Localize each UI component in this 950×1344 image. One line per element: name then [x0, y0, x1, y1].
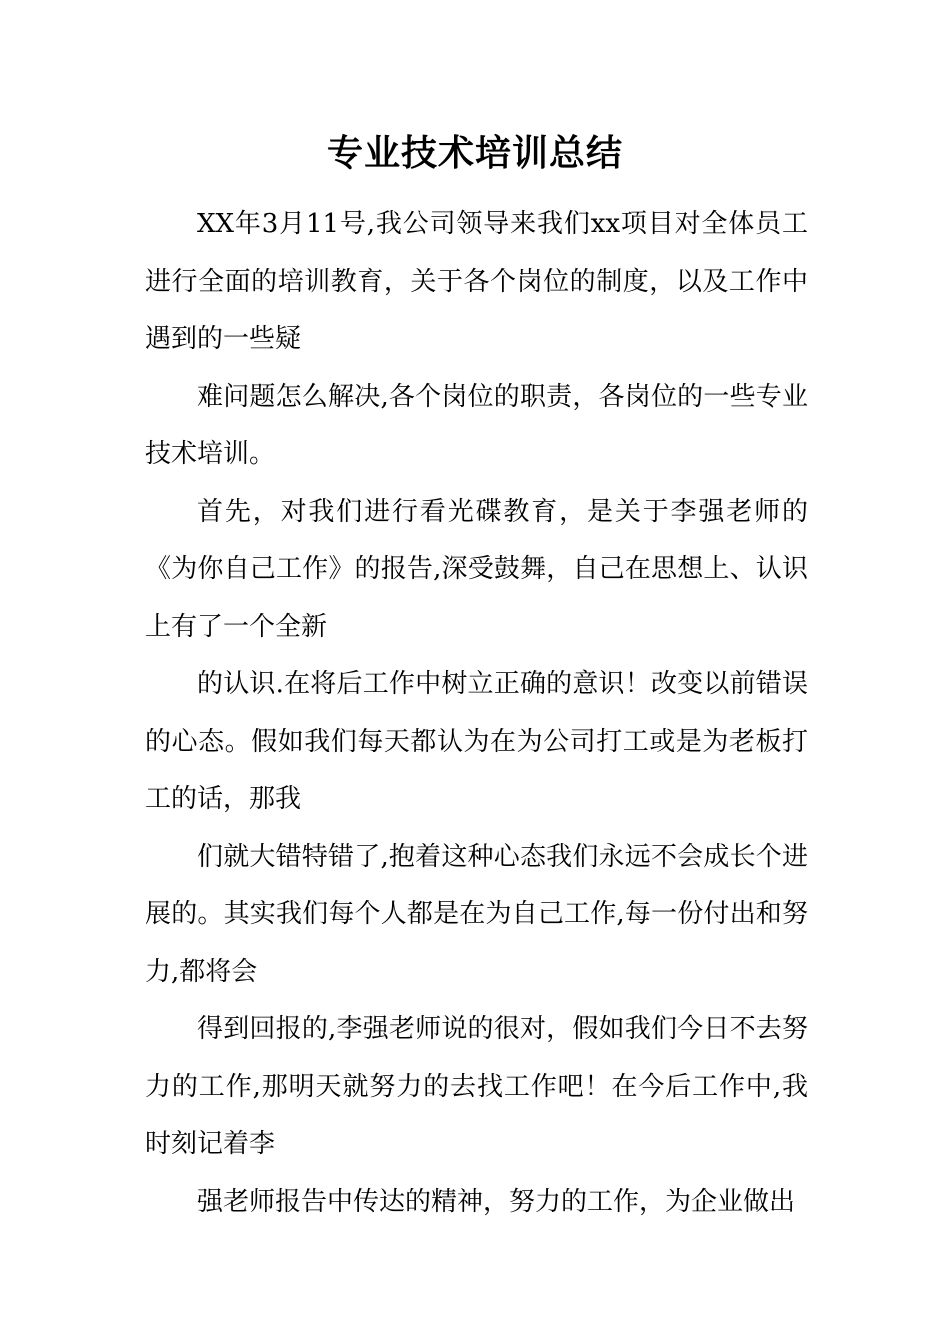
paragraph: 得到回报的,李强老师说的很对，假如我们今日不去努力的工作,那明天就努力的去找工作吧！在今后工作中,我时刻记着李 [145, 1014, 808, 1159]
paragraph: 强老师报告中传达的精神，努力的工作，为企业做出 [197, 1186, 796, 1217]
document-title: 专业技术培训总结 [326, 132, 623, 174]
paragraph: 难问题怎么解决,各个岗位的职责，各岗位的一些专业技术培训。 [145, 381, 808, 469]
paragraph: 首先，对我们进行看光碟教育，是关于李强老师的《为你自己工作》的报告,深受鼓舞，自己在思想上、认识上有了一个全新 [145, 496, 808, 642]
paragraph: 们就大错特错了,抱着这种心态我们永远不会成长个进展的。其实我们每个人都是在为自己工作,每一份付出和努力,都将会 [145, 841, 808, 987]
document-body [145, 196, 808, 1231]
paragraph: 的认识.在将后工作中树立正确的意识！改变以前错误的心态。假如我们每天都认为在为公司打工或是为老板打工的话，那我 [145, 669, 808, 814]
paragraph: XX年3月11号,我公司领导来我们xx项目对全体员工进行全面的培训教育，关于各个岗位的制度，以及工作中遇到的一些疑 [145, 209, 808, 354]
